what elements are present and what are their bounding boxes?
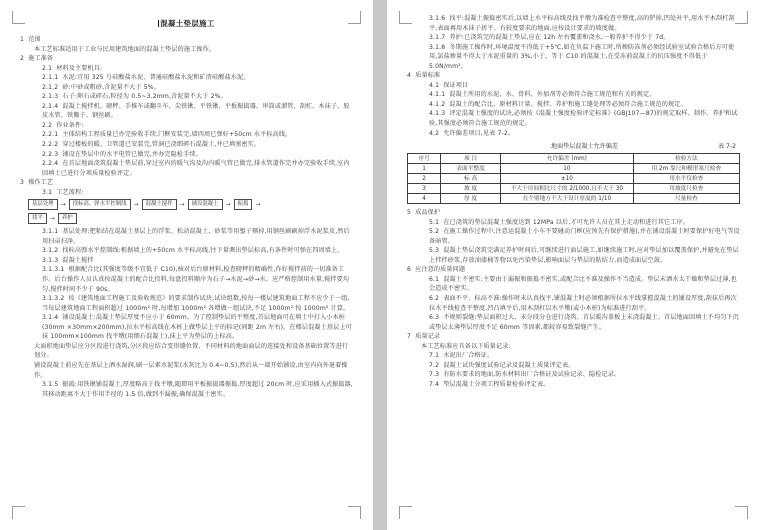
table-column-header: 允许偏差 (mm) (500, 154, 633, 164)
table-cell: 在个别地方不大于设计厚度的 1/10 (500, 194, 633, 204)
table-cell: 用 2m 靠尺和楔形塞尺检查 (633, 164, 739, 174)
flowchart-row-2 (28, 213, 353, 224)
document-title (20, 18, 353, 29)
right-paragraph: 3.1.8 冬期施工操作时,环境温度不得低于+5℃,如在负温下施工时,所掺防冻剂必须经试验室试验合格后方可使用,氯盐掺量不得大于水泥重量的 3%,小于、等于 C10 的混凝土,在受冻前混凝土的抗压强度不得低于 5.0N/mm²。 (429, 43, 735, 70)
left-paragraph: 3.1.3 混凝土搅拌 (42, 256, 94, 264)
right-paragraph: 6 应注意的质量问题 (407, 266, 466, 274)
flowchart-arrow-icon: → (255, 201, 261, 209)
right-sections-top-block (407, 14, 740, 138)
right-paragraph: 5.1 在已浇筑的垫层混凝土强度达到 12MPa 以后,才可允许人员在其上走动和进行其它工序。 (429, 218, 690, 226)
left-paragraph: 2.1.1 水泥:宜用 325 号硅酸盐水泥、普通硅酸盐水泥和矿渣硅酸盐水泥。 (42, 74, 250, 82)
left-paragraph: 1 范围 (20, 36, 41, 43)
table-column-header: 项 目 (441, 154, 501, 164)
flowchart-step: 养护 (58, 213, 77, 224)
flowchart-arrow-icon: → (60, 201, 66, 209)
table-header-row (408, 154, 740, 164)
right-paragraph: 本工艺标准应具备以下质量记录: (421, 342, 511, 350)
left-paragraph: 3.1.4 铺设混凝土:混凝土垫层厚度不应小于 60mm。为了控制垫层的平整度,首层地面可在填土中打入小木桩(30mm ×30mm×200mm),拉水平标高线在木桩上做垫层上平的标记(间距 2m 左右)。在楼层混凝土基层上可抹 100mm×100mm 找平墩(用细石混凝土),抹上平为垫层的上标高。 (42, 314, 352, 341)
document-page-left (0, 0, 373, 530)
left-paragraph: 2.2.2 穿过楼板的暖、卫管道已安装完,管洞已浇细碎石混凝土,并已填塞密实。 (42, 141, 261, 149)
right-paragraph: 4.2 允许偏差项目,见表 7-2。 (429, 129, 515, 137)
table-cell: 3 (408, 184, 441, 194)
table-number: 表 7-2 (718, 143, 736, 151)
table-row (408, 194, 740, 204)
table-cell: 用水平仪检查 (633, 174, 739, 184)
process-flowchart (20, 199, 353, 224)
table-row (408, 174, 740, 184)
flowchart-arrow-icon: → (179, 201, 185, 209)
crop-mark-bottom-left-icon (12, 506, 25, 519)
left-paragraph: 3.1.1 基层处理:把粘结在混凝土基层上的浮浆、松动混凝土、砂浆等用錾子剔掉,用钢丝刷刷掉浮水泥浆皮,然后用扫帚扫净。 (42, 228, 350, 245)
document-title-text: 混凝土垫层施工 (160, 19, 215, 28)
flowchart-arrow-icon: → (49, 215, 55, 223)
right-paragraph: 5.2 在施工操作过程中,注意运混凝土小车不要碰动门框(应预先有保护措施),并在铺设混凝土时要保护好电气等设备暗管。 (429, 228, 740, 245)
table-row (408, 164, 740, 174)
right-paragraph: 6.3 不规则裂缝:垫层面积过大、未分段分仓进行浇筑、首层暖沟盖板上未浇混凝土、首层地面回填土不均匀下沉或垫层太薄垫层厚度不足 60mm 等因素,都较容易致裂缝产生。 (429, 314, 739, 331)
table-cell: 表面平整度 (441, 164, 501, 174)
left-paragraph: 2.1.2 砂:中砂或粗砂,含泥量不大于 5%。 (42, 83, 160, 91)
table-cell: 不大于房间相比尺寸的 2/1000,且不大于 30 (500, 184, 633, 194)
crop-mark-bottom-right-icon (348, 506, 361, 519)
right-paragraph: 4.1.2 混凝土的配合比、原材料计量、搅拌、养护和施工缝处理等必须符合施工规范的规定。 (429, 100, 687, 108)
left-paragraph: 2.2.1 主体结构工程质量已办完验收手续,门框安装完,墙四周已弹好+50cm 水平标高线。 (42, 131, 292, 139)
left-sections-block (20, 35, 353, 197)
table-cell: 厚 度 (441, 194, 501, 204)
left-paragraph: 3 操作工艺 (20, 179, 54, 187)
right-paragraph: 5.3 混凝土垫层浇筑完满足养护时间后,可继续进行面层施工,如继续施工时,应对垫层加以覆盖保护,并避免在垫层上拌拌砂浆,存放油漆桶等物以免污染垫层,影响面层与垫层的粘结力,而造成面层空鼓。 (429, 247, 739, 264)
right-paragraph: 4.1.1 混凝土所用的水泥、水、骨料、外加剂等必须符合施工规范和有关的规定。 (429, 91, 656, 99)
left-paragraph: 2 施工准备 (20, 55, 54, 63)
table-cell: 2 (408, 174, 441, 184)
page-gutter-divider (373, 0, 387, 530)
right-paragraph: 4.1 保证项目 (429, 81, 469, 89)
left-paragraph: 3.1.3.2 按《建筑地面工程施工及验收规范》的要求制作试块,试块组数,按每一楼层建筑地面工程不应少于一组,当每层建筑地面工程面积超过 1000m² 时,每增加 1000m² 各增做一组试块,不足 1000m² 按 1000m² 计算。 (42, 295, 350, 312)
table-cell: 用坡度尺检查 (633, 184, 739, 194)
right-paragraph: 4.1.3 评定混凝土强度的试块,必须按《混凝土强度检验评定标准》(GBJ107—87)的规定取样、制作、养护和试验,其强度必须符合施工规范的规定。 (429, 110, 738, 128)
right-paragraph: 7.3 有防水要求的地面,防水材料出厂合格证及试验记录、隐检记录。 (429, 371, 621, 379)
left-paragraph: 铺设混凝土前应先在基层上洒水湿润,刷一层素水泥浆(水灰比为 0.4~0.5),然后从一端开始铺设,由室内向外退着操作。 (34, 361, 348, 379)
page-left-body (20, 14, 353, 399)
flowchart-step: 混凝土搅拌 (142, 199, 177, 210)
right-paragraph: 6.2 表面不平、标高不准:操作时未认真找平,铺混凝土时必须根据所拉水平线掌握混凝土的铺设厚度,刮抹后再次拉水平线检查平整度,凹凸填平后,用木刮杠以水平墩(或小木桩)为标准进行刮平。 (429, 295, 737, 312)
flowchart-step: 基层处理 (28, 199, 58, 210)
right-paragraph: 7.4 垫层混凝土分项工程质量检验评定表。 (429, 380, 550, 388)
flowchart-step: 找标高、弹水平控制线 (69, 199, 131, 210)
left-paragraph: 2.1.4 混凝土搅拌机、磅秤、手推车或翻斗车、尖铁锹、平铁锹、平板振捣器、串筒或溜管、刮杠、木抹子、胶皮水管、铁簸子、钢丝刷。 (42, 102, 350, 120)
document-page-right (387, 0, 760, 530)
left-paragraph: 2.1.3 石子:卵石或碎石,粒径为 0.5~3.2mm,含泥量不大于 2%。 (42, 93, 227, 101)
left-paragraph: 3.1.2 找标高弹水平控制线:根据墙上的+50cm 水平标高线,往下量测出垫层标高,有条件时可弹在四周墙上。 (42, 247, 344, 255)
left-paragraph: 本工艺标准适用于工业与民用建筑地面的混凝土垫层的施工操作。 (34, 45, 216, 53)
table-cell: ±10 (500, 174, 633, 184)
table-body (408, 164, 740, 204)
right-paragraph: 3.1.7 养护:已浇筑完的混凝土垫层,应在 12h 左右覆盖和浇水,一般养护不得少于 7d。 (429, 34, 670, 42)
left-paragraph: 3.1 工艺流程: (42, 188, 84, 196)
right-sections-bottom-block (407, 208, 740, 389)
page-right-body (407, 14, 740, 390)
left-paragraph: 2.2.3 铺设在垫层中的水平电管已做完,并办完隐检手续。 (42, 150, 202, 158)
table-cell: 1 (408, 164, 441, 174)
flowchart-arrow-icon: → (133, 201, 139, 209)
left-sections-after-flow-block (20, 227, 353, 399)
right-paragraph: 7 质量记录 (407, 333, 441, 341)
left-paragraph: 大面积地面垫层应分区段进行浇筑,分区段应结合变形缝位置、不同材料的地面面层的连接处和设备基础位置等进行划分。 (34, 342, 349, 360)
crop-mark-bottom-left-icon (399, 506, 412, 519)
right-paragraph: 7.1 水泥出厂合格证。 (429, 352, 494, 360)
table-title: 地面垫层混凝土允许偏差 (550, 143, 619, 151)
table-cell: 4 (408, 194, 441, 204)
flowchart-step: 振捣 (234, 199, 253, 210)
left-paragraph: 2.2 作业条件: (42, 121, 84, 129)
flowchart-step: 找平 (28, 213, 47, 224)
left-paragraph: 3.1.3.1 根据配合比(其强度等级不宜低于 C10),核对后台原材料,检查磅秤的精确性,作好搅拌前的一切准备工作。后台操作人员认真按混凝土的配合比投料,每盘投料顺序为石子→水泥→砂→水。应严格控制用水量,搅拌要均匀,搅拌时间不少于 90s。 (42, 266, 350, 293)
table-caption-row (407, 142, 740, 151)
table-cell: 10 (500, 164, 633, 174)
table-cell: 坡 度 (441, 184, 501, 194)
table-column-header: 序号 (408, 154, 441, 164)
left-paragraph: 3.1.5 振捣:用铁锹铺混凝土,厚度略高于找平墩,随即用平板振捣器振捣,厚度超过 20cm 时,应采用插入式振捣器,其移动距离不大于作用半径的 1.5 倍,做到不漏振,确保混凝土密实。 (42, 381, 353, 398)
right-paragraph: 4 质量标准 (407, 72, 441, 80)
flowchart-arrow-icon: → (225, 201, 231, 209)
table-cell: 尺量检查 (633, 194, 739, 204)
table-cell: 标 高 (441, 174, 501, 184)
right-paragraph: 7.2 混凝土试块强度试验记录及混凝土质量评定表。 (429, 361, 575, 369)
allowable-deviation-table (407, 153, 740, 204)
crop-mark-bottom-right-icon (735, 506, 748, 519)
table-column-header: 检验方法 (633, 154, 739, 164)
right-paragraph: 5 成品保护 (407, 209, 441, 217)
table-row (408, 184, 740, 194)
right-paragraph: 3.1.6 找平:混凝土振捣密实后,以墙上水平标高线及找平墩为准检查平整度,高的铲掉,凹处补平,用水平木刮杠刮平,表面再用木抹子搓平。有较度要求的地面,应按设计要求的坡度做。 (429, 15, 735, 32)
right-paragraph: 6.1 混凝土不密实:主要由于漏振和振捣不密实,或配合比不准及操作不当造成。垫层末洒水太干燥和垫层过薄,也会造成不密实。 (429, 275, 737, 293)
flowchart-row-1 (28, 199, 353, 210)
left-paragraph: 2.2.4 在首层地面浇筑混凝土垫层前,穿过室内的暖气沟及沟内暖气管已做完,排水管道作完并办完验收手续,室内回填土已进行分项质量检验评定。 (42, 160, 350, 177)
left-paragraph: 2.1 材料及主要机具: (42, 64, 103, 72)
flowchart-step: 铺设混凝土 (188, 199, 223, 210)
